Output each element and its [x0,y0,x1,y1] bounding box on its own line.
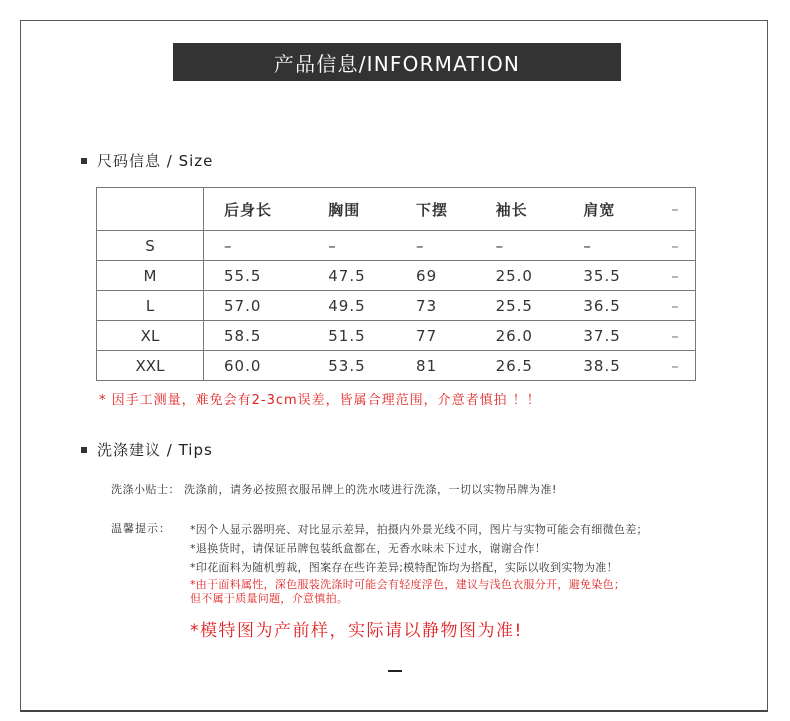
table-cell: 69 [396,261,476,291]
model-note: *模特图为产前样，实际请以静物图为准! [190,621,523,641]
table-cell: 26.0 [476,321,564,351]
care-tip [111,481,561,497]
bullet-icon [81,158,87,164]
warm-tip-line: *退换货时，请保证吊牌包装纸盒都在，无香水味未下过水，谢谢合作！ [190,542,547,555]
table-cell: 36.5 [563,291,651,321]
warm-tip-red-line: *由于面料属性，深色服装洗涤时可能会有轻度浮色，建议与浅色衣服分开，避免染色； [190,578,626,591]
table-cell: – [396,231,476,261]
table-cell: – [308,231,396,261]
warm-tip-line: *因个人显示器明亮、对比显示差异，拍摄内外景光线不同，图片与实物可能会有细微色差； [190,523,648,536]
table-cell: 77 [396,321,476,351]
table-cell: – [651,321,695,351]
size-label: XL [97,321,204,351]
size-table [96,187,696,381]
size-label: S [97,231,204,261]
header-cell: 下摆 [396,188,476,231]
table-cell: 47.5 [308,261,396,291]
table-cell: 58.5 [204,321,309,351]
info-banner [173,43,621,81]
table-row [97,291,696,321]
table-row [97,351,696,381]
warm-tip-list [190,520,648,608]
table-cell: 81 [396,351,476,381]
table-cell: – [651,231,695,261]
size-label: L [97,291,204,321]
table-row [97,231,696,261]
warm-tip-line: *印花面料为随机剪裁，图案存在些许差异;模特配饰均为搭配，实际以收到实物为准！ [190,561,618,574]
table-cell: – [476,231,564,261]
table-cell: 35.5 [563,261,651,291]
bullet-icon [81,447,87,453]
size-label: M [97,261,204,291]
size-label: XXL [97,351,204,381]
table-cell: 25.5 [476,291,564,321]
table-cell: – [204,231,309,261]
table-cell: 37.5 [563,321,651,351]
warm-tip-label: 温馨提示： [111,522,171,535]
header-cell: 袖长 [476,188,564,231]
table-cell: – [563,231,651,261]
tips-section-heading [81,439,213,460]
tips-heading-text: 洗涤建议 / Tips [97,441,213,459]
header-cell: 肩宽 [563,188,651,231]
size-heading-text: 尺码信息 / Size [97,152,214,170]
measurement-note: * 因手工测量，难免会有2-3cm误差，皆属合理范围，介意者慎拍 ！！ [99,393,541,408]
end-dash [388,670,402,672]
size-section-heading [81,150,213,171]
table-header-row [97,188,696,231]
table-cell: 53.5 [308,351,396,381]
table-cell: 51.5 [308,321,396,351]
table-cell: 73 [396,291,476,321]
table-row [97,321,696,351]
care-label: 洗涤小贴士： [111,483,180,496]
care-text: 洗涤前，请务必按照衣服吊牌上的洗水唛进行洗涤，一切以实物吊牌为准! [184,483,557,496]
table-cell: – [651,261,695,291]
table-cell: – [651,291,695,321]
header-cell: 胸围 [308,188,396,231]
table-cell: 49.5 [308,291,396,321]
table-cell: 57.0 [204,291,309,321]
table-cell: 26.5 [476,351,564,381]
table-cell: 60.0 [204,351,309,381]
header-cell: 后身长 [204,188,309,231]
header-cell-size [97,188,204,231]
table-cell: 55.5 [204,261,309,291]
warm-tip-red-line: 但不属于质量问题，介意慎拍。 [190,592,349,605]
banner-title: 产品信息/INFORMATION [273,51,521,76]
table-cell: 38.5 [563,351,651,381]
header-cell: – [651,188,695,231]
table-row [97,261,696,291]
table-cell: – [651,351,695,381]
table-cell: 25.0 [476,261,564,291]
